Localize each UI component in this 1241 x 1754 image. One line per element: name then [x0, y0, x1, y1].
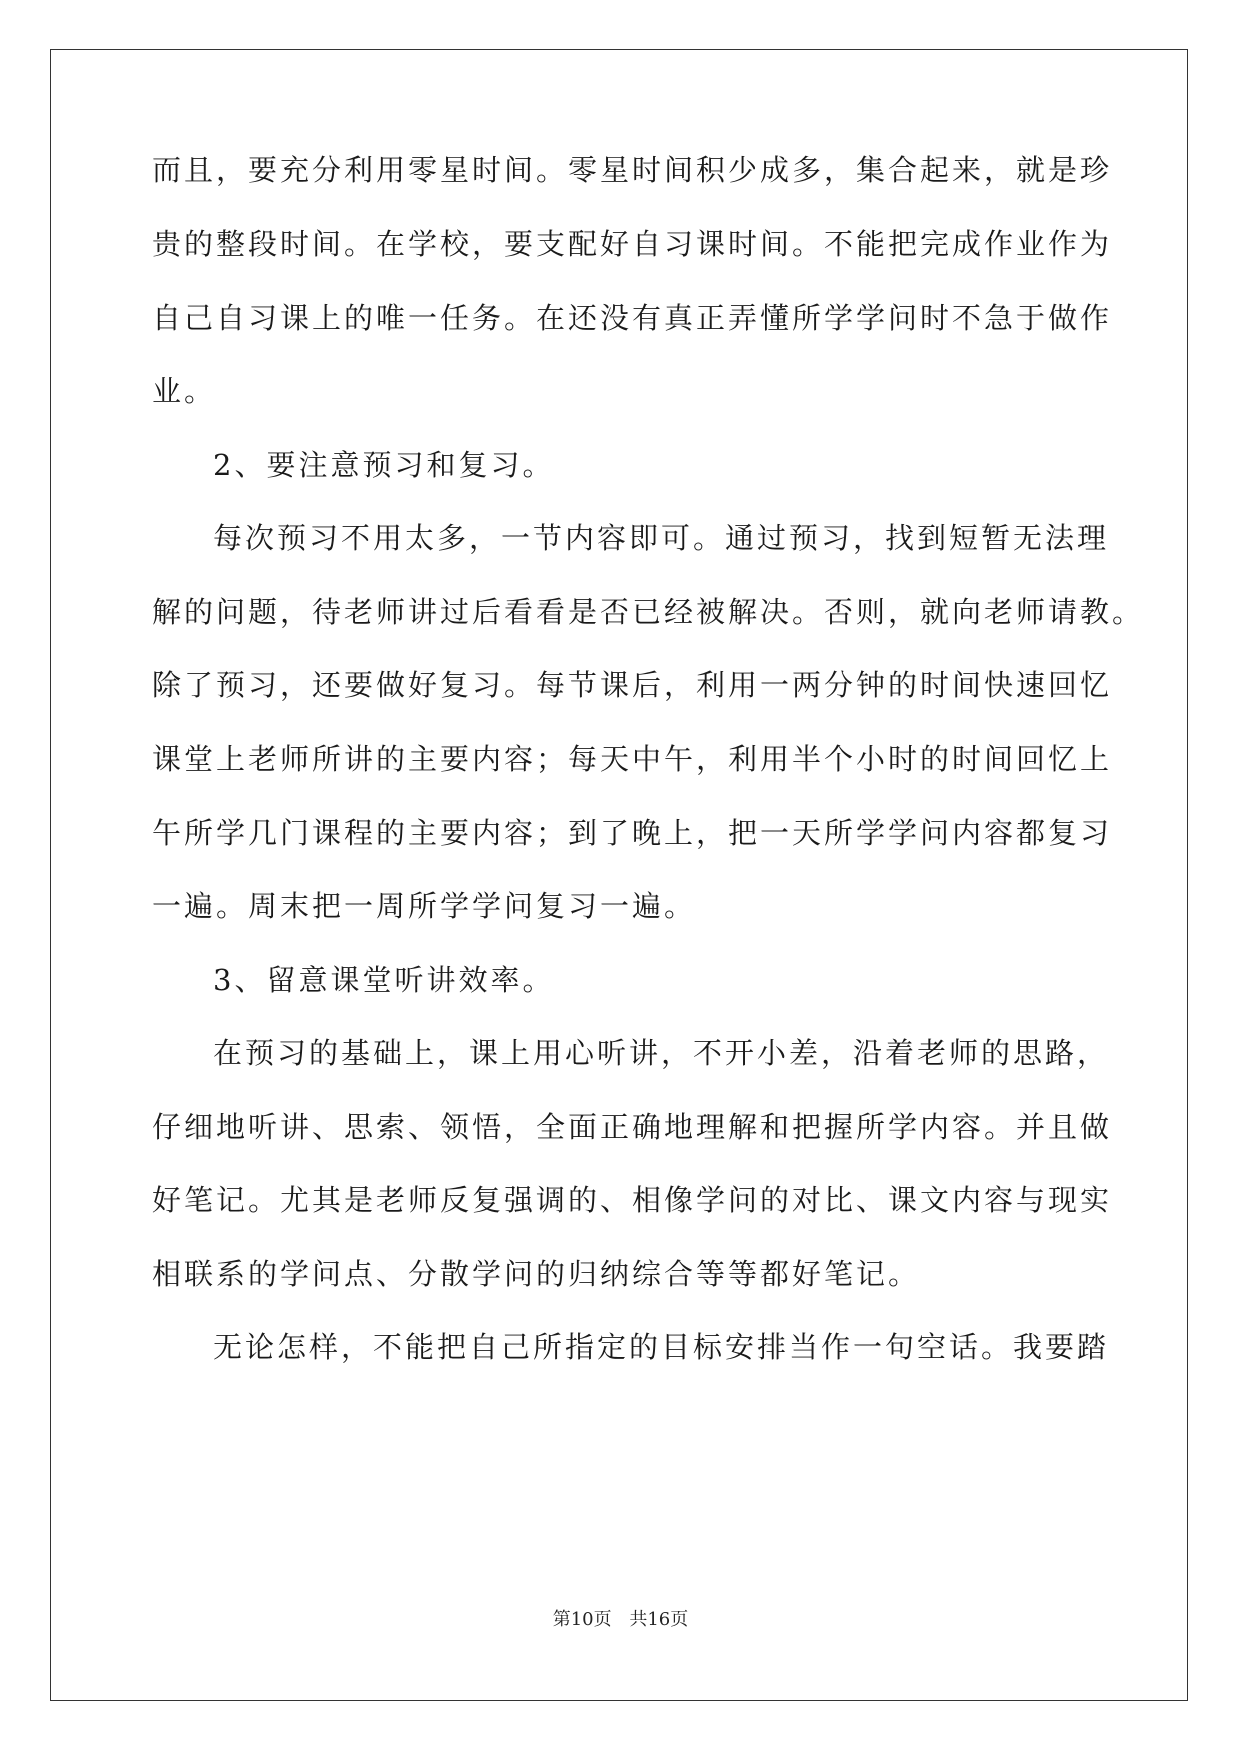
section-heading: 2、要注意预习和复习。 [213, 448, 555, 482]
text-line: 相联系的学问点、分散学问的归纳综合等等都好笔记。 [152, 1257, 921, 1291]
total-pages: 共16页 [629, 1609, 689, 1630]
text-line: 午所学几门课程的主要内容；到了晚上，把一天所学学问内容都复习 [152, 816, 1113, 850]
text-line: 仔细地听讲、思索、领悟，全面正确地理解和把握所学内容。并且做 [152, 1110, 1113, 1144]
text-line: 课堂上老师所讲的主要内容；每天中午，利用半个小时的时间回忆上 [152, 742, 1113, 776]
page-number: 第10页 [552, 1609, 612, 1630]
text-line: 每次预习不用太多，一节内容即可。通过预习，找到短暂无法理 [213, 521, 1110, 555]
text-line: 一遍。周末把一周所学学问复习一遍。 [152, 889, 697, 923]
text-line: 解的问题，待老师讲过后看看是否已经被解决。否则，就向老师请教。 [152, 595, 1145, 629]
text-line: 贵的整段时间。在学校，要支配好自习课时间。不能把完成作业作为 [152, 227, 1113, 261]
section-heading: 3、留意课堂听讲效率。 [213, 963, 555, 997]
text-line: 而且，要充分利用零星时间。零星时间积少成多，集合起来，就是珍 [152, 153, 1113, 187]
text-line: 好笔记。尤其是老师反复强调的、相像学问的对比、课文内容与现实 [152, 1183, 1113, 1217]
text-line: 在预习的基础上，课上用心听讲，不开小差，沿着老师的思路， [213, 1036, 1110, 1070]
page-border [50, 49, 1188, 1701]
text-line: 无论怎样，不能把自己所指定的目标安排当作一句空话。我要踏 [213, 1330, 1110, 1364]
text-line: 除了预习，还要做好复习。每节课后，利用一两分钟的时间快速回忆 [152, 668, 1113, 702]
text-line: 业。 [152, 374, 217, 408]
text-line: 自己自习课上的唯一任务。在还没有真正弄懂所学学问时不急于做作 [152, 301, 1113, 335]
page-footer [0, 1605, 1241, 1631]
